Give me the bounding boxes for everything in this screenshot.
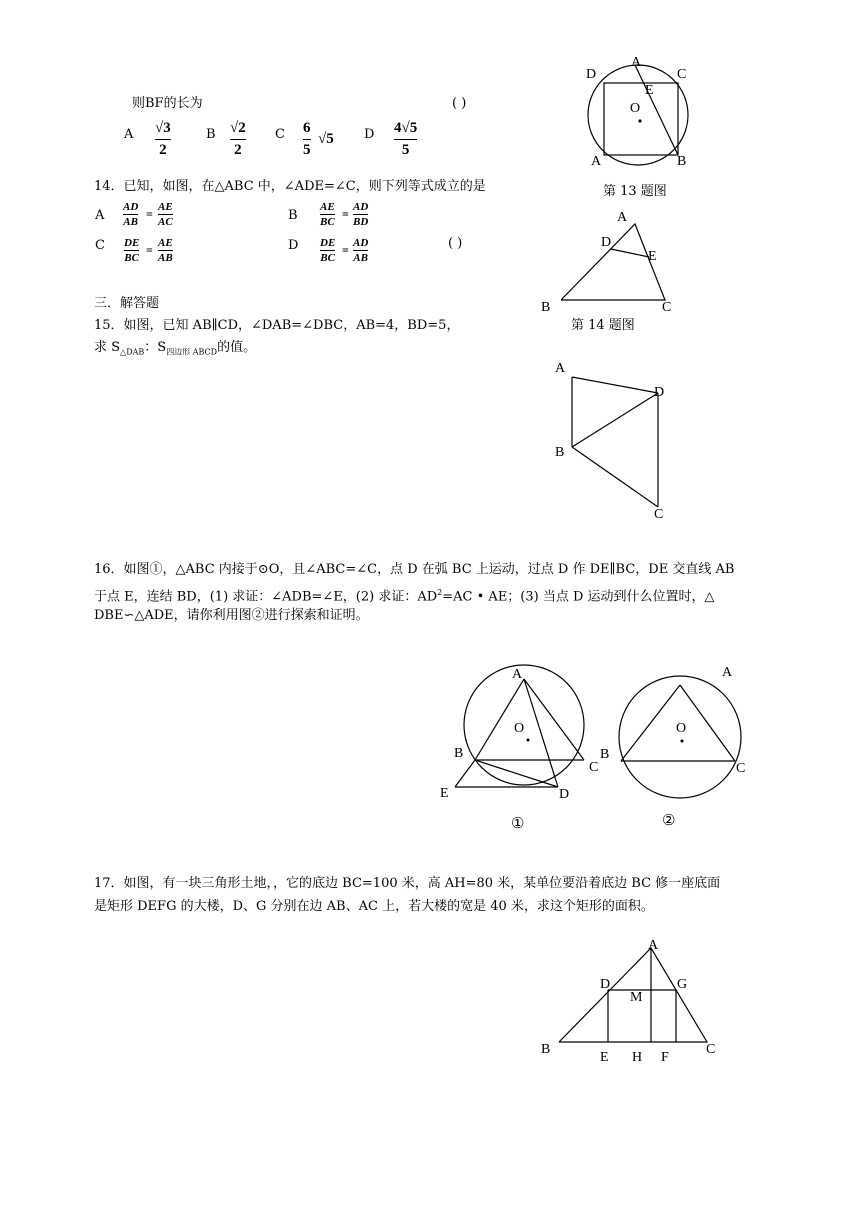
q14-option-c-left — [124, 237, 139, 264]
q16-fig2-label-c: C — [736, 761, 746, 776]
q17-label-m: M — [630, 990, 643, 1005]
q14-option-c-eq: = — [146, 243, 153, 257]
q13-label-o: O — [630, 101, 641, 116]
q15-sub-dab: △DAB — [120, 347, 145, 357]
q14-option-a-eq: = — [146, 207, 153, 221]
q14-c-left-num: DE — [124, 237, 140, 249]
q13-option-d-fraction — [394, 120, 417, 159]
q17-line1: 17．如图，有一块三角形土地，，它的底边 BC=100 米，高 AH=80 米，某单位要沿着底边 BC 修一座底面 — [94, 876, 721, 891]
q17-line2: 是矩形 DEFG 的大楼，D、G 分别在边 AB、AC 上，若大楼的宽是 40 米，求这个矩形的面积。 — [94, 899, 654, 914]
q16-fig1-label-a: A — [512, 667, 523, 682]
q13-option-d-num: 4√5 — [394, 120, 418, 136]
q17-label-a: A — [648, 938, 659, 953]
q14-b-left-den: BC — [320, 216, 335, 228]
q15-line2-a: 求 S — [94, 340, 121, 355]
q16-fig1-label-e: E — [440, 786, 449, 801]
q16-figure-2 — [615, 675, 745, 805]
q13-stem: 则BF的长为 — [132, 96, 203, 111]
q13-option-d-den: 5 — [401, 142, 410, 158]
q17-label-c: C — [706, 1042, 716, 1057]
q13-option-a-fraction — [155, 120, 171, 159]
q13-option-b-den: 2 — [234, 142, 242, 158]
q16-fig2-label-b: B — [600, 747, 610, 762]
q17-label-d: D — [600, 977, 611, 992]
q14-d-right-den: AB — [353, 252, 368, 264]
q13-option-c-radical: √5 — [318, 131, 334, 147]
q14-figure — [555, 218, 675, 308]
q14-b-right-den: BD — [353, 216, 369, 228]
q15-label-c: C — [654, 507, 664, 522]
q17-label-f: F — [661, 1050, 669, 1065]
q16-line2-sup: 2 — [437, 588, 443, 597]
q16-line2-b: =AC • AE；(3) 当点 D 运动到什么位置时，△ — [442, 589, 715, 605]
q14-label-a: A — [617, 210, 628, 225]
q14-figure-caption: 第 14 题图 — [571, 318, 635, 333]
q14-b-left-num: AE — [320, 201, 335, 213]
q16-line2 — [94, 585, 715, 605]
q13-answer-paren: ( ) — [452, 96, 467, 111]
q14-a-right-num: AE — [158, 201, 173, 213]
q16-fig1-label-d: D — [559, 787, 570, 802]
q16-fig1-label-o: O — [514, 721, 525, 736]
q14-label-d: D — [601, 235, 612, 250]
q17-label-e: E — [600, 1050, 609, 1065]
q13-label-a-top: A — [631, 55, 642, 70]
q13-option-a-num: √3 — [155, 120, 171, 136]
q15-line2-b: ：S — [144, 340, 167, 355]
q14-a-right-den: AC — [158, 216, 173, 228]
q14-c-right-num: AE — [158, 237, 173, 249]
q14-label-b: B — [541, 300, 551, 315]
q14-option-b-letter: B — [288, 208, 298, 223]
q16-fig2-label-o: O — [676, 721, 687, 736]
q13-option-a-letter: A — [124, 127, 134, 142]
q16-fig1-caption: ① — [511, 814, 525, 832]
q14-option-d-right — [353, 237, 368, 264]
q16-fig2-label-a: A — [722, 665, 733, 680]
q13-option-d-letter: D — [364, 127, 375, 142]
q13-label-c: C — [677, 67, 687, 82]
q14-c-left-den: BC — [124, 252, 139, 264]
q13-option-b-num: √2 — [230, 120, 246, 136]
q13-label-d: D — [586, 67, 597, 82]
q16-line1: 16．如图①，△ABC 内接于⊙O，且∠ABC=∠C，点 D 在弧 BC 上运动，过点 D 作 DE∥BC，DE 交直线 AB — [94, 562, 735, 577]
q15-line1: 15．如图，已知 AB∥CD，∠DAB=∠DBC，AB=4，BD=5， — [94, 318, 460, 333]
q13-option-c-fraction — [303, 120, 311, 159]
q16-line2-a: 于点 E，连结 BD，(1) 求证：∠ADB=∠E，(2) 求证：AD — [94, 589, 438, 605]
q15-label-b: B — [555, 445, 565, 460]
q14-b-right-num: AD — [353, 201, 369, 213]
q14-a-left-num: AD — [123, 201, 139, 213]
q14-option-c-letter: C — [95, 238, 105, 253]
q17-label-h: H — [632, 1050, 643, 1065]
q14-option-b-left — [320, 201, 335, 228]
q16-fig1-label-c: C — [589, 760, 599, 775]
q16-line3: DBE∽△ADE，请你利用图②进行探索和证明。 — [94, 608, 369, 623]
q13-option-a-den: 2 — [159, 142, 167, 158]
q13-option-c-letter: C — [275, 127, 285, 142]
q14-option-a-right — [158, 201, 173, 228]
q13-label-b: B — [677, 154, 687, 169]
q13-option-c-num: 6 — [303, 120, 311, 136]
q13-option-b-fraction — [230, 120, 246, 159]
q13-label-e: E — [645, 83, 654, 98]
q15-sub-abcd: 四边形 ABCD — [166, 347, 218, 357]
q17-label-b: B — [541, 1042, 551, 1057]
q16-fig1-label-b: B — [454, 746, 464, 761]
q13-option-c-den: 5 — [303, 142, 311, 158]
q13-figure-caption: 第 13 题图 — [603, 184, 667, 199]
q14-option-a-left — [123, 201, 138, 228]
q14-label-c: C — [662, 300, 672, 315]
q16-fig2-caption: ② — [662, 811, 676, 829]
q17-label-g: G — [677, 977, 688, 992]
q14-option-c-right — [158, 237, 173, 264]
q13-label-a-bottom: A — [591, 154, 602, 169]
section-title: 三．解答题 — [94, 296, 160, 311]
q15-line2-c: 的值。 — [217, 340, 257, 355]
q14-stem: 14．已知，如图，在△ABC 中，∠ADE=∠C，则下列等式成立的是 — [94, 179, 486, 194]
q14-d-left-den: BC — [320, 252, 335, 264]
q14-c-right-den: AB — [158, 252, 173, 264]
q15-label-d: D — [654, 385, 665, 400]
q14-option-a-letter: A — [95, 208, 105, 223]
q14-option-b-eq: = — [342, 207, 349, 221]
q14-a-left-den: AB — [123, 216, 138, 228]
q14-label-e: E — [648, 249, 657, 264]
q14-option-b-right — [353, 201, 368, 228]
q14-d-left-num: DE — [320, 237, 336, 249]
q14-option-d-eq: = — [342, 243, 349, 257]
q14-option-d-left — [320, 237, 335, 264]
q14-d-right-num: AD — [353, 237, 369, 249]
q14-answer-paren: ( ) — [448, 236, 463, 251]
q13-option-b-letter: B — [206, 127, 216, 142]
q15-label-a: A — [555, 361, 566, 376]
q15-line2 — [94, 340, 256, 361]
q14-option-d-letter: D — [288, 238, 299, 253]
